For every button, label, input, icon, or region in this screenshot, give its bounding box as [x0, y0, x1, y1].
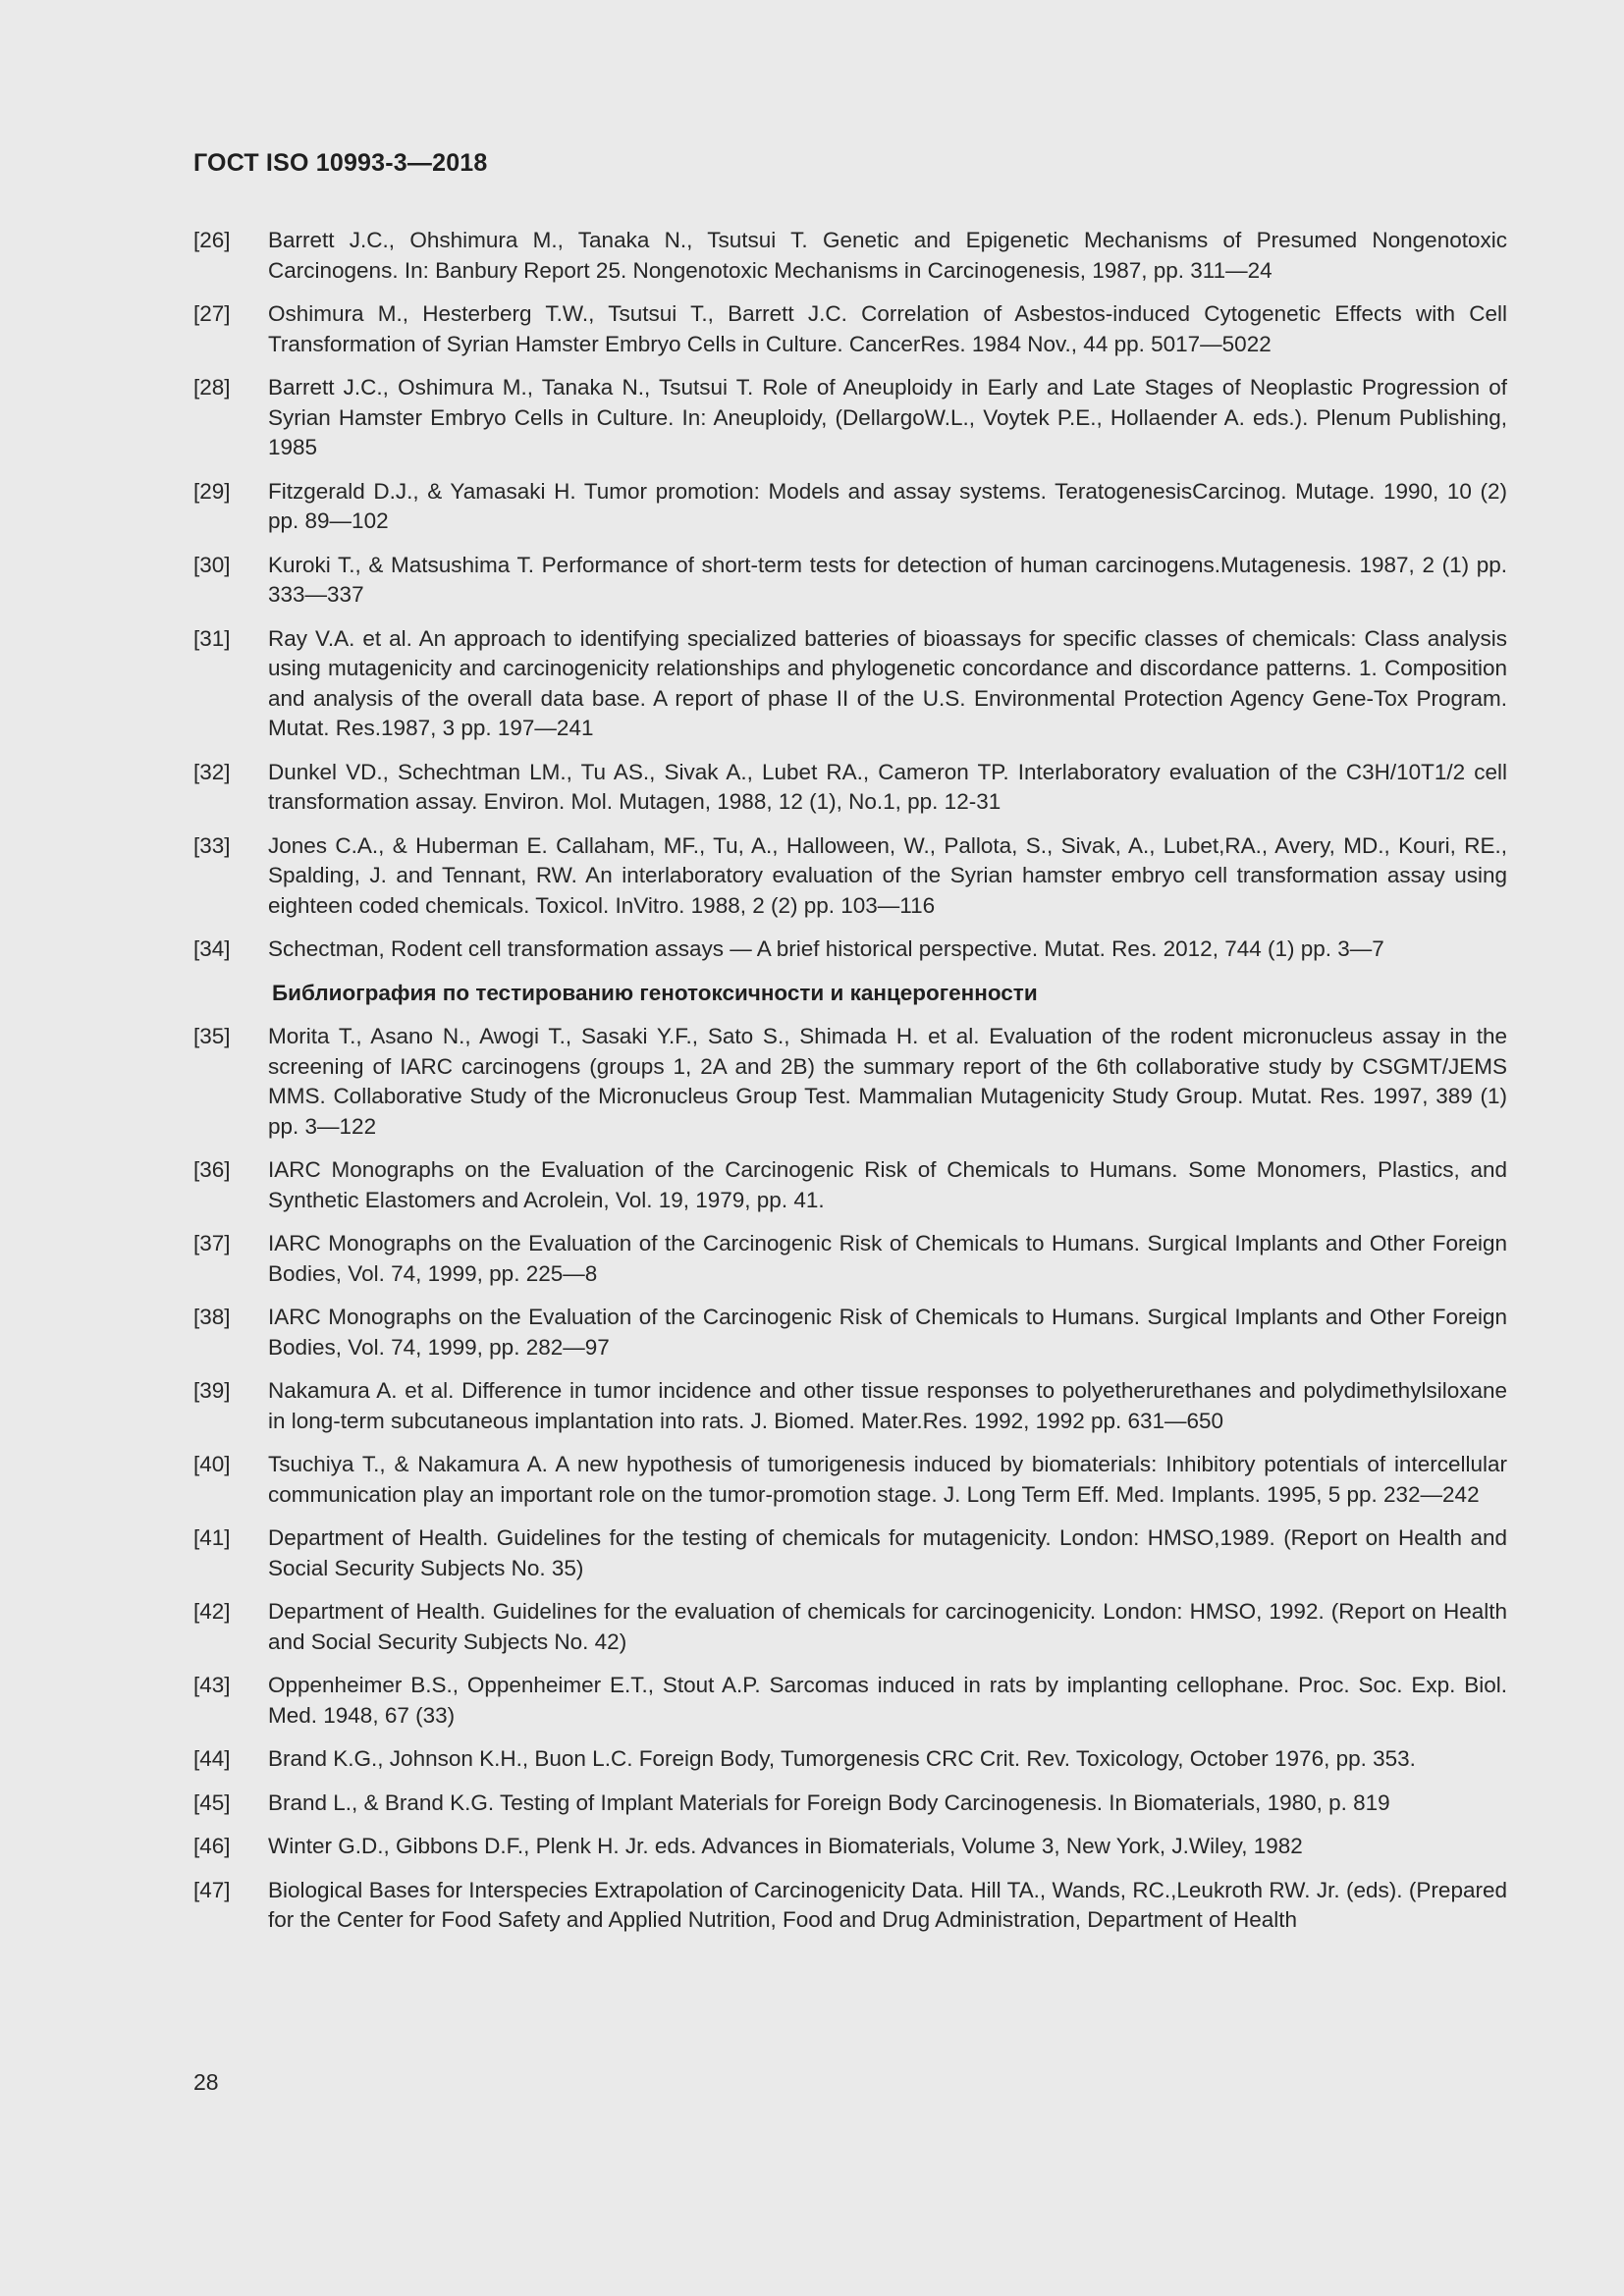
reference-number: [31] [193, 625, 231, 651]
reference-item [193, 226, 1507, 286]
reference-number: [47] [193, 1877, 231, 1902]
reference-text: Ray V.A. et al. An approach to identifying specialized batteries of bioassays for specific classes of chemicals: Class analysis using mutagenicity and carcinogenicity relationships and phylogenetic concordance and discordance patterns. 1. Composition and analysis of the overall data base. A report of phase II of the U.S. Environmental Protection Agency Gene-Tox Program. Mutat. Res.1987, 3 pp. 197—241 [268, 625, 1507, 740]
reference-number: [33] [193, 832, 231, 858]
reference-number: [42] [193, 1599, 231, 1624]
reference-text: Winter G.D., Gibbons D.F., Plenk H. Jr. eds. Advances in Biomaterials, Volume 3, New York, J.Wiley, 1982 [268, 1834, 1303, 1858]
reference-number: [35] [193, 1024, 231, 1048]
reference-number: [37] [193, 1231, 231, 1255]
reference-item [193, 1229, 1507, 1289]
reference-number: [26] [193, 228, 231, 252]
reference-item [193, 1303, 1507, 1362]
reference-number: [46] [193, 1834, 231, 1858]
reference-item [193, 551, 1507, 611]
reference-item [193, 1155, 1507, 1215]
reference-number: [34] [193, 936, 231, 961]
reference-number: [39] [193, 1378, 231, 1403]
reference-number: [27] [193, 301, 231, 326]
reference-text: IARC Monographs on the Evaluation of the Carcinogenic Risk of Chemicals to Humans. Surgical Implants and Other Foreign Bodies, Vol. 74, 1999, pp. 282—97 [268, 1305, 1507, 1360]
reference-text: Kuroki T., & Matsushima T. Performance of short-term tests for detection of human carcinogens.Mutagenesis. 1987, 2 (1) pp. 333—337 [268, 552, 1507, 607]
reference-item [193, 299, 1507, 359]
reference-text: Department of Health. Guidelines for the evaluation of chemicals for carcinogenicity. London: HMSO, 1992. (Report on Health and Social Security Subjects No. 42) [268, 1599, 1507, 1654]
reference-item [193, 1671, 1507, 1731]
reference-number: [40] [193, 1452, 231, 1476]
reference-item [193, 373, 1507, 463]
reference-text: Fitzgerald D.J., & Yamasaki H. Tumor promotion: Models and assay systems. TeratogenesisCarcinog. Mutage. 1990, 10 (2) pp. 89—102 [268, 478, 1507, 533]
reference-item [193, 1744, 1507, 1775]
page-number: 28 [193, 2069, 219, 2095]
reference-number: [30] [193, 552, 231, 577]
reference-text: Department of Health. Guidelines for the testing of chemicals for mutagenicity. London: HMSO,1989. (Report on Health and Social Security Subjects No. 35) [268, 1525, 1507, 1580]
reference-item [193, 1022, 1507, 1142]
reference-text: IARC Monographs on the Evaluation of the Carcinogenic Risk of Chemicals to Humans. Some Monomers, Plastics, and Synthetic Elastomers and Acrolein, Vol. 19, 1979, pp. 41. [268, 1157, 1507, 1212]
reference-item [193, 1376, 1507, 1436]
reference-number: [36] [193, 1157, 231, 1182]
reference-text: Dunkel VD., Schechtman LM., Tu AS., Sivak A., Lubet RA., Cameron TP. Interlaboratory evaluation of the C3H/10T1/2 cell transformation assay. Environ. Mol. Mutagen, 1988, 12 (1), No.1, pp. 12-31 [268, 759, 1507, 814]
reference-item [193, 758, 1507, 818]
reference-text: Oppenheimer B.S., Oppenheimer E.T., Stout A.P. Sarcomas induced in rats by implanting cellophane. Proc. Soc. Exp. Biol. Med. 1948, 67 (33) [268, 1673, 1507, 1728]
reference-text: Barrett J.C., Ohshimura M., Tanaka N., Tsutsui T. Genetic and Epigenetic Mechanisms of Presumed Nongenotoxic Carcinogens. In: Banbury Report 25. Nongenotoxic Mechanisms in Carcinogenesis, 1987, pp. 311—24 [268, 228, 1507, 283]
reference-text: Nakamura A. et al. Difference in tumor incidence and other tissue responses to polyetherurethanes and polydimethylsiloxane in long-term subcutaneous implantation into rats. J. Biomed. Mater.Res. 1992, 1992 pp. 631—650 [268, 1378, 1507, 1433]
reference-text: Barrett J.C., Oshimura M., Tanaka N., Tsutsui T. Role of Aneuploidy in Early and Late Stages of Neoplastic Progression of Syrian Hamster Embryo Cells in Culture. In: Aneuploidy, (DellargoW.L., Voytek P.E., Hollaender A. eds.). Plenum Publishing, 1985 [268, 375, 1507, 459]
reference-item [193, 624, 1507, 744]
reference-text: Jones C.A., & Huberman E. Callaham, MF., Tu, A., Halloween, W., Pallota, S., Sivak, A., Lubet,RA., Avery, MD., Kouri, RE., Spalding, J. and Tennant, RW. An interlaboratory evaluation of the Syrian hamster embryo cell transformation assay using eighteen coded chemicals. Toxicol. InVitro. 1988, 2 (2) pp. 103—116 [268, 832, 1507, 918]
reference-list [193, 226, 1507, 1949]
reference-number: [43] [193, 1673, 231, 1697]
reference-text: Schectman, Rodent cell transformation assays — A brief historical perspective. Mutat. Res. 2012, 744 (1) pp. 3—7 [268, 936, 1384, 961]
reference-text: Brand K.G., Johnson K.H., Buon L.C. Foreign Body, Tumorgenesis CRC Crit. Rev. Toxicology, October 1976, pp. 353. [268, 1746, 1416, 1771]
reference-number: [32] [193, 759, 231, 784]
reference-item [193, 831, 1507, 922]
reference-item [193, 934, 1507, 965]
reference-text: Biological Bases for Interspecies Extrapolation of Carcinogenicity Data. Hill TA., Wands, RC.,Leukroth RW. Jr. (eds). (Prepared for the Center for Food Safety and Applied Nutrition, Food and Drug Administration, Department of Health [268, 1877, 1507, 1932]
reference-text: Brand L., & Brand K.G. Testing of Implant Materials for Foreign Body Carcinogenesis. In Biomaterials, 1980, p. 819 [268, 1789, 1390, 1815]
document-header: ГОСТ ISO 10993-3—2018 [193, 149, 488, 177]
reference-number: [41] [193, 1525, 231, 1550]
reference-item [193, 1832, 1507, 1862]
section-heading: Библиография по тестированию генотоксичности и канцерогенности [272, 980, 1038, 1005]
reference-item [193, 1450, 1507, 1510]
reference-item [193, 1523, 1507, 1583]
reference-item [193, 1876, 1507, 1936]
reference-item [193, 1789, 1507, 1819]
reference-text: Morita T., Asano N., Awogi T., Sasaki Y.F., Sato S., Shimada H. et al. Evaluation of the rodent micronucleus assay in the screening of IARC carcinogens (groups 1, 2A and 2B) the summary report of the 6th collaborative study by CSGMT/JEMS MMS. Collaborative Study of the Micronucleus Group Test. Mammalian Mutagenicity Study Group. Mutat. Res. 1997, 389 (1) pp. 3—122 [268, 1024, 1507, 1139]
reference-number: [38] [193, 1305, 231, 1329]
reference-number: [29] [193, 478, 231, 504]
reference-number: [45] [193, 1789, 231, 1815]
reference-item [193, 1597, 1507, 1657]
reference-text: Tsuchiya T., & Nakamura A. A new hypothesis of tumorigenesis induced by biomaterials: Inhibitory potentials of intercellular communication play an important role on the tumor-promotion stage. J. Long Term Eff. Med. Implants. 1995, 5 pp. 232—242 [268, 1452, 1507, 1507]
reference-text: Oshimura M., Hesterberg T.W., Tsutsui T., Barrett J.C. Correlation of Asbestos-induced Cytogenetic Effects with Cell Transformation of Syrian Hamster Embryo Cells in Culture. CancerRes. 1984 Nov., 44 pp. 5017—5022 [268, 301, 1507, 356]
reference-item [193, 477, 1507, 537]
reference-text: IARC Monographs on the Evaluation of the Carcinogenic Risk of Chemicals to Humans. Surgical Implants and Other Foreign Bodies, Vol. 74, 1999, pp. 225—8 [268, 1231, 1507, 1286]
reference-number: [44] [193, 1746, 231, 1771]
reference-number: [28] [193, 375, 231, 400]
